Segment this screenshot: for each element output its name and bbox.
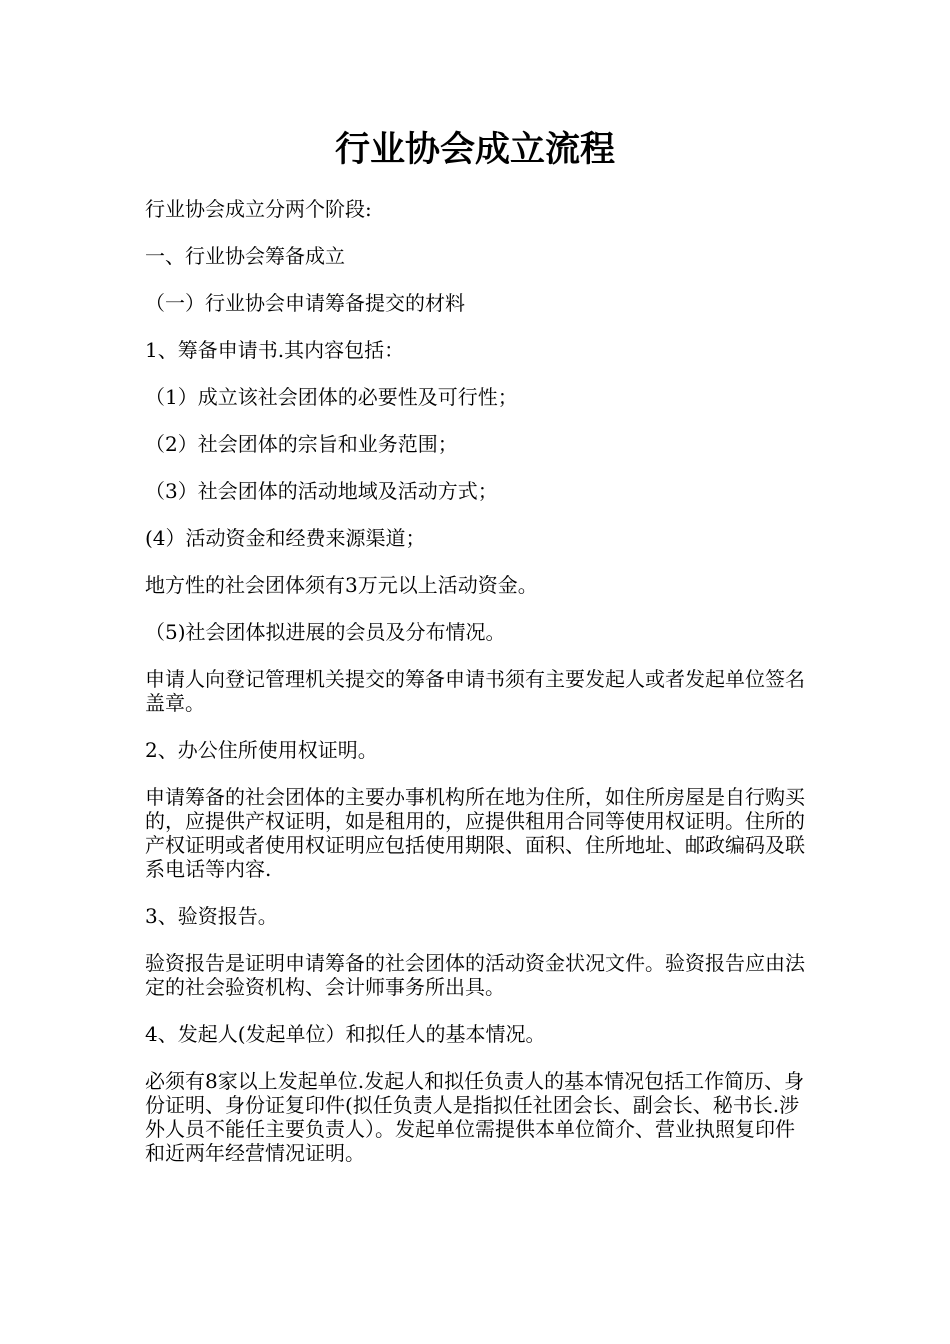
paragraph-signature-note: 申请人向登记管理机关提交的筹备申请书须有主要发起人或者发起单位签名盖章。	[145, 667, 805, 715]
sub-item-3: （3）社会团体的活动地域及活动方式；	[145, 479, 498, 503]
paragraph-initiators-details: 必须有8家以上发起单位.发起人和拟任负责人的基本情况包括工作简历、身份证明、身份证复印件(拟任负责人是指拟任社团会长、副会长、秘书长.涉外人员不能任主要负责人）。发起单位需提供本单位简介、营业执照复印件和近两年经营情况证明。	[145, 1069, 805, 1165]
item-initiators: 4、发起人(发起单位）和拟任人的基本情况。	[145, 1022, 546, 1046]
sub-item-2: （2）社会团体的宗旨和业务范围；	[145, 432, 458, 456]
paragraph-capital-details: 验资报告是证明申请筹备的社会团体的活动资金状况文件。验资报告应由法定的社会验资机构、会计师事务所出具。	[145, 951, 805, 999]
sub-item-1: （1）成立该社会团体的必要性及可行性；	[145, 385, 518, 409]
subheading-materials: （一）行业协会申请筹备提交的材料	[145, 291, 465, 315]
paragraph-intro: 行业协会成立分两个阶段:	[145, 197, 372, 221]
document-body	[145, 197, 810, 1188]
item-application-letter: 1、筹备申请书.其内容包括：	[145, 338, 405, 362]
item-capital-report: 3、验资报告。	[145, 904, 278, 928]
sub-item-4: (4）活动资金和经费来源渠道；	[145, 526, 426, 550]
item-office-proof: 2、办公住所使用权证明。	[145, 738, 378, 762]
paragraph-office-details: 申请筹备的社会团体的主要办事机构所在地为住所，如住所房屋是自行购买的，应提供产权证明，如是租用的，应提供租用合同等使用权证明。住所的产权证明或者使用权证明应包括使用期限、面积、住所地址、邮政编码及联系电话等内容.	[145, 785, 805, 881]
document-title: 行业协会成立流程	[334, 130, 615, 170]
sub-item-5: （5)社会团体拟进展的会员及分布情况。	[145, 620, 506, 644]
paragraph-funding-note: 地方性的社会团体须有3万元以上活动资金。	[145, 573, 538, 597]
heading-stage-one: 一、行业协会筹备成立	[145, 244, 345, 268]
